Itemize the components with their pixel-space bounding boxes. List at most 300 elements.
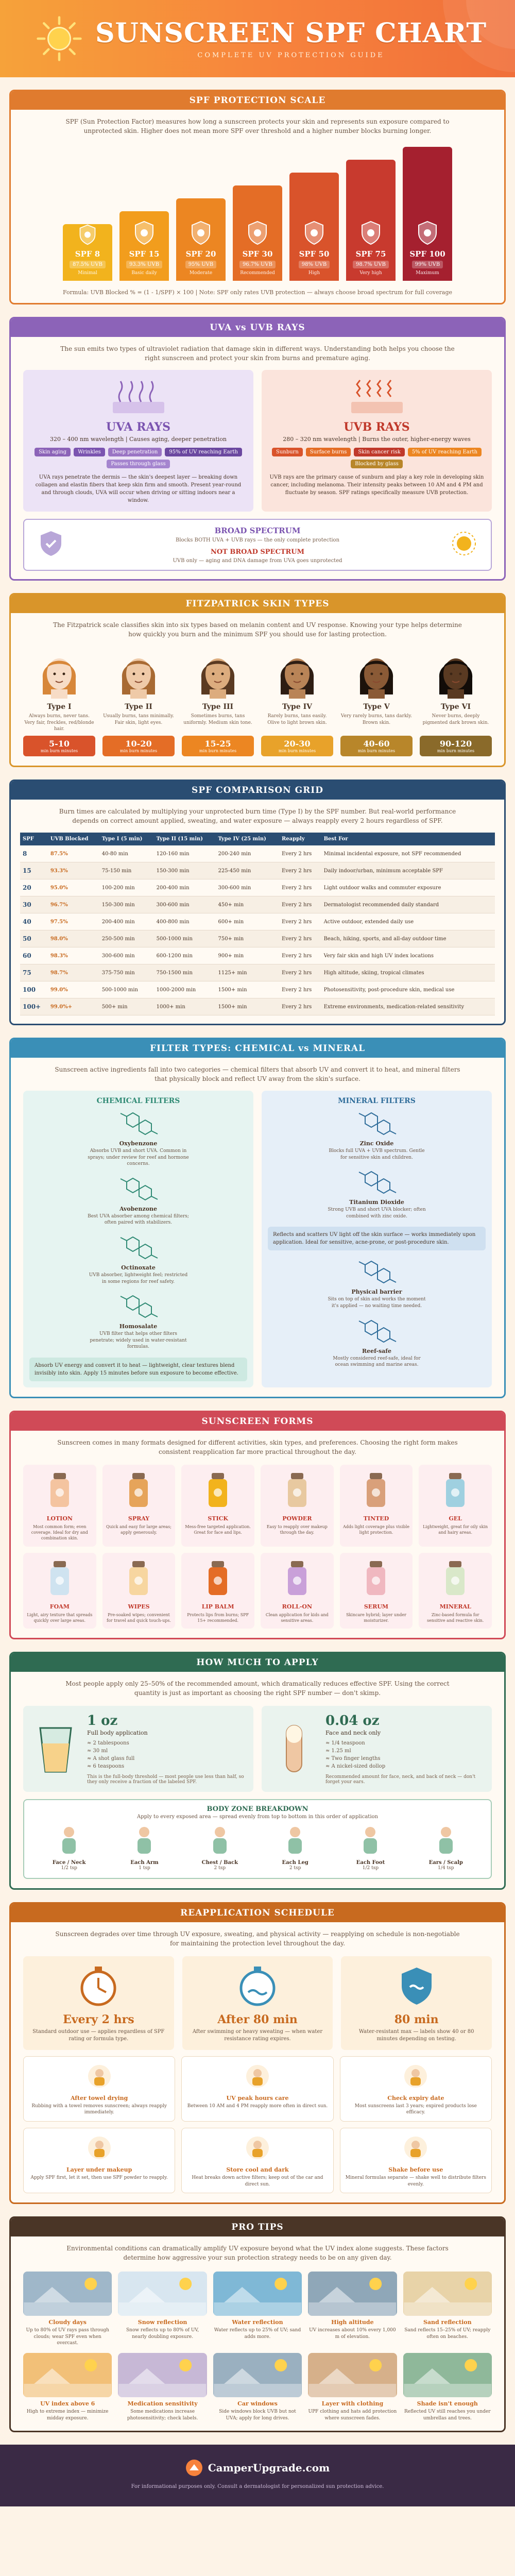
pro-tip-card [118,2272,207,2347]
reapply-description: After swimming or heavy sweating — when water resistance rating expires. [192,2028,323,2042]
sunscreen-form-name: STICK [208,1515,228,1522]
sunscreen-form-name: SERUM [364,1603,389,1610]
spf-comparison-table [20,833,495,1015]
broad-spectrum-title: BROAD SPECTRUM [214,526,301,535]
pro-tip-text: Sand reflects 15–25% of UV; reapply often on beaches. [404,2328,491,2340]
section-heading: REAPPLICATION SCHEDULE [11,1904,504,1922]
sunscreen-form-description: Protects lips from burns; SPF 15+ recommended. [187,1612,249,1623]
table-cell: 250-500 min [99,930,154,947]
table-cell: 98.3% [48,947,99,964]
table-cell: Every 2 hrs [279,964,321,981]
broad-spectrum-text: Blocks BOTH UVA + UVB rays — the only complete protection [175,537,340,543]
skin-type-card [420,647,492,756]
skin-type-card [102,647,175,756]
reapply-tip-name: After towel drying [70,2094,128,2102]
reapply-tip-card [340,2056,492,2122]
column-header: Type IV (25 min) [215,833,279,845]
sunscreen-bottle-icon [44,1558,75,1598]
section-heading: FILTER TYPES: CHEMICAL vs MINERAL [11,1039,504,1058]
sunscreen-bottle-icon [123,1558,154,1598]
pro-tip-card [23,2353,112,2421]
page-subtitle: COMPLETE UV PROTECTION GUIDE [197,52,385,59]
pro-tips-section [9,2216,506,2432]
pro-tip-illustration [118,2272,207,2316]
sun-shield-icon [450,529,478,558]
spf-bar [63,224,112,281]
table-cell: 200-400 min [99,913,154,930]
reapply-description: Water-resistant max — labels show 40 or 80 minutes depending on testing. [358,2028,474,2042]
table-row [20,964,495,981]
body-part-icon [51,1825,87,1856]
sunscreen-bottle-icon [44,1470,75,1510]
filter-description: Strong UVB and short UVA blocker; often combined with zinc oxide. [328,1207,426,1219]
sunscreen-bottle-icon [282,1558,313,1598]
table-cell: 50 [20,930,48,947]
sunscreen-form-description: Light, airy texture that spreads quickly over large areas. [27,1612,93,1623]
uva-tag: 95% of UV reaching Earth [165,448,242,456]
molecule-icon [115,1109,162,1138]
section-heading: FITZPATRICK SKIN TYPES [11,595,504,613]
spf-bar-label: SPF 30 [242,249,273,259]
body-zone-item [189,1825,251,1871]
table-cell: 300-600 min [99,947,154,964]
reapply-interval: Every 2 hrs [63,2012,134,2026]
table-cell: Photosensitivity, post-procedure skin, medical use [321,981,495,998]
burn-range-value: 20-30 [284,739,311,749]
amount-equivalent: ≈ Two finger lengths [325,1755,381,1761]
spf-bar-note: Recommended [240,270,275,276]
table-cell: Every 2 hrs [279,879,321,896]
header [0,0,515,77]
spf-bar-percent: 96.7% UVB [239,261,276,268]
face-portrait-icon [432,647,479,699]
table-cell: High altitude, skiing, tropical climates [321,964,495,981]
table-cell: 1500+ min [215,981,279,998]
spf-bar-label: SPF 75 [355,249,386,259]
filter-item [29,1292,247,1350]
scene-icon [213,2272,302,2316]
sunscreen-form-card [261,1553,334,1629]
uvb-tags [269,448,485,468]
section-description: Sunscreen active ingredients fall into two categories — chemical filters that absorb UV and convert it to heat, and mineral filters that physically block and reflect UV away from the skin's surface. [55,1066,460,1082]
body-part-icon [202,1825,238,1856]
table-cell: 150-300 min [154,862,216,879]
table-cell: 100-200 min [99,879,154,896]
shield-icon [133,221,155,245]
pro-tip-illustration [23,2353,112,2397]
skin-type-description: Sometimes burns, tans uniformly. Medium skin tone. [183,714,252,725]
skin-type-name: Type V [363,703,390,711]
body-amount-foot: This is the full-body threshold — most people use less than half, so they only receive a fraction of the labeled SPF. [87,1774,244,1785]
sunscreen-form-name: GEL [449,1515,462,1522]
face-amount-sub: Face and neck only [325,1729,381,1736]
spf-bar-label: SPF 20 [185,249,216,259]
body-zone-name: Chest / Back [201,1859,238,1866]
sunscreen-form-name: LOTION [46,1515,73,1522]
body-zone-box [23,1799,492,1879]
sunscreen-form-description: Quick and easy for large areas; apply generously. [106,1524,171,1535]
reapply-description: Standard outdoor use — applies regardless of SPF rating or formula type. [32,2028,165,2042]
body-zone-name: Each Leg [282,1859,308,1866]
shield-icon [360,221,382,245]
table-cell: 750+ min [215,930,279,947]
pro-tip-card [118,2353,207,2421]
tip-illustration-icon [84,2062,115,2091]
reapply-tip-text: Apply SPF first, let it set, then use SPF powder to reapply. [30,2175,168,2181]
spf-bar-note: Minimal [78,270,97,276]
spf-bar-note: Maximum [416,270,439,276]
uv-section [9,317,506,581]
skin-type-burn-range [261,736,333,756]
table-cell: 200-400 min [154,879,216,896]
spf-bar [346,160,396,281]
skin-type-name: Type II [125,703,152,711]
spf-bar-percent: 98.7% UVB [353,261,389,268]
shield-icon [190,221,212,245]
uva-card [23,370,253,512]
column-header: Type II (15 min) [154,833,216,845]
table-cell: 1000-2000 min [154,981,216,998]
filter-description: UVB absorber, lightweight feel; restricted in some regions for reef safety. [89,1272,188,1284]
skin-type-name: Type VI [441,703,471,711]
reapply-interval: After 80 min [217,2012,298,2026]
burn-range-value: 90-120 [439,739,472,749]
table-cell: Daily indoor/urban, minimum acceptable SPF [321,862,495,879]
pro-tip-illustration [403,2353,492,2397]
table-cell: 450+ min [215,896,279,913]
section-heading: HOW MUCH TO APPLY [11,1653,504,1672]
spf-bar [289,173,339,281]
body-amount-card [23,1706,253,1792]
table-cell: 87.5% [48,845,99,862]
table-row [20,947,495,964]
sunscreen-form-card [340,1465,413,1547]
table-cell: 600-1200 min [154,947,216,964]
molecule-icon [354,1317,400,1346]
sunscreen-bottle-icon [282,1470,313,1510]
sunscreen-form-card [23,1465,96,1547]
face-amount-card [262,1706,492,1792]
body-zone-amount: 1/4 tsp [438,1865,454,1871]
skin-type-description: Usually burns, tans minimally. Fair skin, light eyes. [103,714,174,725]
reapply-cards [11,1953,504,2056]
skin-type-burn-range [23,736,95,756]
skin-type-description: Always burns, never tans. Very fair, freckles, red/blonde hair. [24,714,94,732]
reapply-tip-card [181,2128,333,2193]
reapply-section [9,1902,506,2204]
filter-description: Mostly considered reef-safe, ideal for ocean swimming and marine areas. [333,1355,421,1368]
table-cell: Extreme environments, medication-related sensitivity [321,998,495,1015]
uvb-tag: 5% of UV reaching Earth [408,448,482,456]
table-cell: Minimal incidental exposure, not SPF recommended [321,845,495,862]
body-zone-item [264,1825,326,1871]
skin-type-description: Rarely burns, tans easily. Olive to light brown skin. [267,714,327,725]
body-part-icon [352,1825,388,1856]
body-zone-item [113,1825,175,1871]
table-row [20,930,495,947]
body-amount-list [87,1739,244,1770]
face-portrait-icon [273,647,321,699]
table-cell: 40-80 min [99,845,154,862]
shield-icon [417,221,438,245]
sunscreen-form-card [261,1465,334,1547]
pro-tip-card [308,2272,397,2347]
filter-item [268,1168,486,1219]
body-zone-grid [31,1825,484,1871]
filter-item [268,1317,486,1368]
sunscreen-form-card [419,1465,492,1547]
reapply-card [182,1956,333,2050]
pro-tip-card [403,2353,492,2421]
column-header: SPF [20,833,48,845]
timer-icon [235,1963,280,2008]
table-cell: Every 2 hrs [279,862,321,879]
pro-tip-illustration [213,2272,302,2316]
table-cell: 30 [20,896,48,913]
filter-name: Oxybenzone [119,1140,158,1147]
amount-equivalent: ≈ A nickel-sized dollop [325,1763,386,1769]
reapply-tip-text: Between 10 AM and 4 PM reapply more often in direct sun. [187,2103,328,2109]
reapply-tip-text: Rubbing with a towel removes sunscreen; always reapply immediately. [31,2103,167,2115]
pro-tip-card [403,2272,492,2347]
burn-range-label: min burn minutes [278,749,316,753]
sunscreen-bottle-icon [202,1558,233,1598]
burn-range-label: min burn minutes [357,749,396,753]
scene-icon [213,2353,302,2397]
uvb-body: UVB rays are the primary cause of sunburn and play a key role in developing skin cancer, including melanoma. Their intensity peaks between 10 AM and 4 PM and fluctuate by season. SPF ratings specifically measure UVB protection. [269,474,484,496]
table-cell: 75 [20,964,48,981]
footer-note: For informational purposes only. Consult a dermatologist for personalized sun protection advice. [131,2484,384,2490]
spf-bar-note: High [308,270,320,276]
section-heading: SUNSCREEN FORMS [11,1412,504,1431]
face-amount: 0.04 oz [325,1713,380,1728]
sunscreen-form-card [340,1553,413,1629]
forms-section [9,1411,506,1639]
scene-icon [23,2272,112,2316]
sunscreen-form-name: FOAM [49,1603,70,1610]
skin-type-burn-range [182,736,254,756]
sunscreen-bottle-icon [360,1558,391,1598]
pro-tip-text: Reflected UV still reaches you under umbrellas and trees. [404,2409,491,2421]
shield-icon [247,221,268,245]
chemical-filters-column [23,1091,253,1387]
uva-title: UVA RAYS [106,420,171,434]
section-heading: SPF COMPARISON GRID [11,781,504,800]
sunscreen-bottle-icon [440,1558,471,1598]
filter-item [29,1109,247,1167]
filter-description: Sits on top of skin and works the moment it's applied — no waiting time needed. [328,1297,426,1309]
pro-tip-illustration [118,2353,207,2397]
chemical-filters-title: CHEMICAL FILTERS [96,1097,180,1105]
tip-illustration-icon [400,2062,431,2091]
sunscreen-form-card [102,1465,176,1547]
body-zone-amount: 1/2 tsp [61,1865,77,1871]
face-amount-list [325,1739,483,1770]
timer-icon [394,1963,439,2008]
burn-range-label: min burn minutes [40,749,78,753]
burn-range-label: min burn minutes [119,749,158,753]
skin-type-description: Never burns, deeply pigmented dark brown skin. [422,714,489,725]
scene-icon [308,2272,397,2316]
filter-item [268,1258,486,1309]
reapply-tip-card [340,2128,492,2193]
table-cell: 98.0% [48,930,99,947]
pro-tip-text: Up to 80% of UV rays pass through clouds; wear SPF even when overcast. [26,2328,109,2346]
table-cell: 600+ min [215,913,279,930]
sunscreen-form-description: Pre-soaked wipes; convenient for travel and quick touch-ups. [106,1612,171,1623]
pro-tip-text: Side windows block UVB but not UVA; apply for long drives. [219,2409,296,2421]
table-cell: 200-240 min [215,845,279,862]
forms-grid [11,1462,504,1638]
sunscreen-form-description: Zinc-based formula for sensitive and reactive skin. [426,1612,484,1623]
burn-range-value: 10-20 [125,739,152,749]
spf-bar-percent: 87.5% UVB [70,261,106,268]
molecule-icon [354,1258,400,1286]
filter-section [9,1038,506,1398]
table-cell: 500-1000 min [154,930,216,947]
amount-equivalent: ≈ A shot glass full [87,1755,135,1761]
reapply-tips [11,2056,504,2202]
spf-bar [176,198,226,281]
table-cell: 100 [20,981,48,998]
amount-equivalent: ≈ 1/4 teaspoon [325,1740,365,1746]
spf-scale-bars [11,141,504,285]
filter-name: Zinc Oxide [359,1140,394,1147]
filter-description: Best UVA absorber among chemical filters; often paired with stabilizers. [88,1213,189,1226]
pro-tip-text: High to extreme index — minimize midday exposure. [26,2409,109,2421]
burn-range-label: min burn minutes [437,749,475,753]
spf-bar-note: Basic daily [131,270,157,276]
body-part-icon [428,1825,464,1856]
spf-bar [403,147,452,281]
spf-bar-note: Very high [359,270,382,276]
fitzpatrick-section [9,593,506,767]
table-cell: 15 [20,862,48,879]
pro-tip-illustration [308,2272,397,2316]
table-cell: Light outdoor walks and commuter exposure [321,879,495,896]
table-cell: 1500+ min [215,998,279,1015]
face-portrait-icon [194,647,242,699]
reapply-tip-text: Heat breaks down active filters; keep out of the car and direct sun. [192,2175,323,2187]
scene-icon [308,2353,397,2397]
pro-tip-card [308,2353,397,2421]
table-cell: Dermatologist recommended daily standard [321,896,495,913]
reapply-interval: 80 min [394,2012,439,2026]
uva-tag: Passes through glass [107,460,169,468]
sunscreen-form-name: POWDER [282,1515,312,1522]
uva-body: UVA rays penetrate the dermis — the skin's deepest layer — breaking down collagen and elastin fibers that keep skin firm and smooth. Present year-round and through clouds, UVA will occur when driving or sitting indoors near a window. [35,474,242,503]
table-row [20,981,495,998]
table-cell: 300-600 min [154,896,216,913]
skin-type-name: Type IV [282,703,312,711]
apply-section [9,1652,506,1890]
table-cell: 1125+ min [215,964,279,981]
pro-tip-illustration [213,2353,302,2397]
pro-tip-name: Medication sensitivity [127,2400,198,2408]
table-cell: 98.7% [48,964,99,981]
pro-tips-grid [11,2267,504,2431]
pro-tip-name: Shade isn't enough [417,2400,478,2408]
column-header: Best For [321,833,495,845]
pro-tip-name: Cloudy days [48,2319,87,2326]
face-portrait-icon [353,647,400,699]
body-zone-name: Face / Neck [52,1859,86,1866]
table-cell: 20 [20,879,48,896]
table-cell: 500-1000 min [99,981,154,998]
table-cell: Every 2 hrs [279,930,321,947]
reapply-tip-card [23,2056,175,2122]
skin-type-burn-range [420,736,492,756]
spf-bar [233,185,282,281]
column-header: Type I (5 min) [99,833,154,845]
section-description: Sunscreen comes in many formats designed for different activities, skin types, and preferences. Choosing the right form makes consistent reapplication far more practical throughout the day. [57,1438,458,1455]
burn-range-value: 15-25 [204,739,231,749]
scene-icon [118,2353,207,2397]
pro-tip-text: UV increases about 10% every 1,000 m of elevation. [309,2328,396,2340]
table-cell: 96.7% [48,896,99,913]
camper-logo-icon [185,2459,203,2477]
not-broad-spectrum-text: UVB only — aging and DNA damage from UVA goes unprotected [173,558,342,564]
molecule-icon [115,1175,162,1204]
table-cell: 375-750 min [99,964,154,981]
section-description: Most people apply only 25–50% of the recommended amount, which dramatically reduces effective SPF. Using the correct quantity is just as important as choosing the right SPF number — don't skimp. [65,1680,450,1697]
uvb-tag: Surface burns [306,448,351,456]
skin-type-burn-range [102,736,175,756]
sunscreen-form-card [181,1553,254,1629]
scene-icon [118,2272,207,2316]
skin-type-card [23,647,95,756]
table-cell: 93.3% [48,862,99,879]
body-zone-name: Ears / Scalp [428,1859,463,1866]
body-zone-name: Each Foot [356,1859,385,1866]
filter-name: Avobenzone [119,1205,158,1212]
pro-tip-text: Snow reflects up to 80% of UV, nearly doubling exposure. [126,2328,199,2340]
footer-brand-link[interactable]: CamperUpgrade.com [208,2462,330,2475]
body-part-icon [126,1825,162,1856]
reapply-tip-name: Layer under makeup [66,2166,132,2174]
table-cell: 100+ [20,998,48,1015]
uvb-tag: Blocked by glass [351,460,403,468]
table-cell: 300-600 min [215,879,279,896]
sunscreen-bottle-icon [202,1470,233,1510]
table-cell: 900+ min [215,947,279,964]
table-cell: Every 2 hrs [279,913,321,930]
sunscreen-bottle-icon [123,1470,154,1510]
pro-tip-illustration [403,2272,492,2316]
table-cell: Every 2 hrs [279,896,321,913]
reapply-tip-name: Shake before use [388,2166,443,2174]
body-zone-subtitle: Apply to every exposed area — spread evenly from top to bottom in this order of application [137,1814,378,1820]
skin-type-description: Very rarely burns, tans darkly. Brown skin. [340,714,413,725]
scene-icon [403,2353,492,2397]
pro-tip-name: Sand reflection [423,2319,472,2326]
molecule-icon [115,1233,162,1262]
pro-tip-illustration [23,2272,112,2316]
amount-equivalent: ≈ 2 tablespoons [87,1740,129,1746]
spf-bar-label: SPF 50 [299,249,330,259]
tip-illustration-icon [242,2062,273,2091]
spf-bar [119,211,169,281]
body-zone-item [339,1825,401,1871]
timer-icon [76,1963,121,2008]
table-cell: 99.0%+ [48,998,99,1015]
skin-type-name: Type III [202,703,234,711]
body-zone-amount: 1/2 tsp [362,1865,379,1871]
pro-tip-text: UPF clothing and hats add protection where sunscreen fades. [308,2409,397,2421]
shield-icon [77,224,98,245]
filter-description: Absorbs UVB and short UVA. Common in sprays; under review for reef and hormone concerns. [88,1148,189,1167]
uvb-title: UVB RAYS [344,420,410,434]
